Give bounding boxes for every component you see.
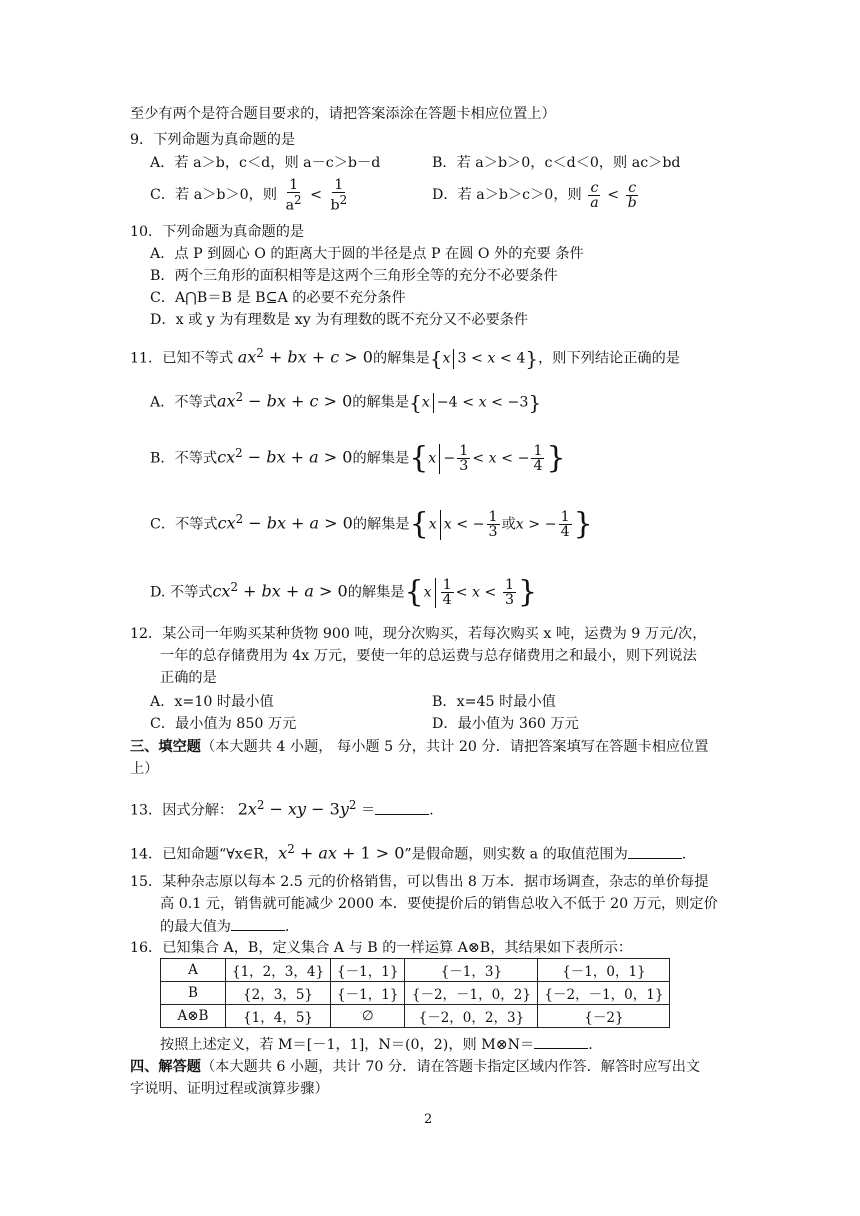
table-cell: B <box>161 982 226 1005</box>
q10-option-b: B．两个三角形的面积相等是这两个三角形全等的充分不必要条件 <box>150 268 558 284</box>
q10-stem: 10．下列命题为真命题的是 <box>130 224 305 240</box>
q9-option-d: D．若 a＞b＞c＞0，则 $\frac{c}{a}$ < $\frac{c}{b}$ <box>432 179 637 211</box>
q9-c-fraction-right: $\frac{1}{b^2}$ <box>330 176 348 214</box>
q15-answer-blank[interactable] <box>231 916 285 931</box>
q13: 13．因式分解： $2x^2$ − xy − $3y^2$ ＝ . <box>130 798 434 819</box>
q10-option-a: A．点 P 到圆心 O 的距离大于圆的半径是点 P 在圆 O 外的充要 条件 <box>150 246 584 262</box>
table-cell: {1，2，3，4} <box>226 959 331 982</box>
section4-desc-cont: 字说明、证明过程或演算步骤） <box>130 1081 329 1097</box>
q9-d-fraction-right: $\frac{c}{b}$ <box>627 179 637 211</box>
table-cell: {－1，1} <box>331 982 405 1005</box>
q11-option-a: A．不等式$ax^2$ − bx + c > 0的解集是{x −4 < x < −3} <box>150 390 542 415</box>
table-cell: ∅ <box>331 1005 405 1028</box>
page-number: 2 <box>424 1112 433 1127</box>
q15-line3: 的最大值为 ． <box>160 916 299 937</box>
section4-title: 四、解答题 <box>130 1059 201 1075</box>
q9-c-fraction-left: $\frac{1}{a^2}$ <box>285 176 302 214</box>
table-row <box>161 982 670 1005</box>
table-cell: {2，3，5} <box>226 982 331 1005</box>
q15-line1: 15．某种杂志原以每本 2.5 元的价格销售，可以售出 8 万本．据市场调查，杂志的单价每提 <box>130 874 709 890</box>
section3-heading <box>130 737 708 757</box>
section-header-continuation: 至少有两个是符合题目要求的，请把答案添涂在答题卡相应位置上） <box>130 106 556 122</box>
q16-stem: 16．已知集合 A，B，定义集合 A 与 B 的一样运算 A⊗B，其结果如下表所示： <box>130 940 633 956</box>
q14: 14．已知命题“∀x∈R，$x^2$ + ax + 1 > 0”是假命题，则实数 a 的取值范围为 . <box>130 842 687 863</box>
q9-d-fraction-left: $\frac{c}{a}$ <box>590 179 599 211</box>
table-cell: {－1，3} <box>405 959 538 982</box>
table-cell: A <box>161 959 226 982</box>
q16-question: 按照上述定义，若 M＝[－1，1]，N＝(0，2)，则 M⊗N＝ . <box>160 1034 593 1055</box>
table-cell: {－2，0，2，3} <box>405 1005 538 1028</box>
q12-option-d: D．最小值为 360 万元 <box>432 716 579 732</box>
table-cell: {－2，－1，0，1} <box>538 982 670 1005</box>
q14-answer-blank[interactable] <box>628 844 682 859</box>
q10-option-d: D．x 或 y 为有理数是 xy 为有理数的既不充分又不必要条件 <box>150 312 529 328</box>
q12-option-c: C．最小值为 850 万元 <box>150 716 297 732</box>
q12-line3: 正确的是 <box>160 670 217 686</box>
section3-title: 三、填空题 <box>130 739 201 755</box>
table-row <box>161 1005 670 1028</box>
section4-desc: （本大题共 6 小题，共计 70 分．请在答题卡指定区域内作答．解答时应写出文 <box>200 1059 701 1075</box>
q12-option-b: B．x=45 时最小值 <box>432 694 556 710</box>
table-cell: {1，4，5} <box>226 1005 331 1028</box>
q10-option-c: C．A⋂B＝B 是 B⊆A 的必要不充分条件 <box>150 290 406 306</box>
table-cell: A⊗B <box>161 1005 226 1028</box>
q11-option-d: D. 不等式$cx^2$ + bx + a > 0的解集是{x $\frac{1}{4}$ < x < $\frac{1}{3}$ } <box>150 574 538 610</box>
q12-line2: 一年的总存储费用为 4x 万元，要使一年的总运费与总存储费用之和最小，则下列说法 <box>160 648 697 664</box>
operation-table <box>160 958 670 1028</box>
q12-line1: 12．某公司一年购买某种货物 900 吨，现分次购买，若每次购买 x 吨，运费为 9 万元/次， <box>130 626 707 642</box>
q15-line2: 高 0.1 元，销售就可能减少 2000 本．要使提价后的销售总收入不低于 20 万元，则定价 <box>160 896 718 912</box>
q9-option-c: C．若 a＞b＞0，则 $\frac{1}{a^2}$ < $\frac{1}{b^2}$ <box>150 176 348 214</box>
table-cell: {－2} <box>538 1005 670 1028</box>
q9-stem: 9．下列命题为真命题的是 <box>130 132 296 148</box>
q11-stem: 11．已知不等式 $ax^2$ + bx + c > 0的解集是{x 3 < x < 4}，则下列结论正确的是 <box>130 346 680 371</box>
section3-desc: （本大题共 4 小题， 每小题 5 分，共计 20 分．请把答案填写在答题卡相应位置 <box>200 739 709 755</box>
q9-option-a: A．若 a＞b，c＜d，则 a－c＞b－d <box>150 155 381 171</box>
q9-option-b: B．若 a＞b＞0，c＜d＜0，则 ac＞bd <box>432 155 681 171</box>
section3-desc-cont: 上） <box>130 761 159 777</box>
table-cell: {－1，0，1} <box>538 959 670 982</box>
q11-option-b: B．不等式$cx^2$ − bx + a > 0的解集是{x − $\frac{1}{3}$ < x < − $\frac{1}{4}$ } <box>150 440 566 476</box>
q9-option-c-label: C．若 a＞b＞0，则 <box>150 187 278 203</box>
q16-answer-blank[interactable] <box>534 1034 588 1049</box>
q9-option-d-label: D．若 a＞b＞c＞0，则 <box>432 187 582 203</box>
table-row <box>161 959 670 982</box>
table-cell: {－2，－1，0，2} <box>405 982 538 1005</box>
section4-heading <box>130 1057 700 1077</box>
q12-option-a: A．x=10 时最小值 <box>150 694 274 710</box>
table-cell: {－1，1} <box>331 959 405 982</box>
q13-answer-blank[interactable] <box>375 800 429 815</box>
q11-option-c: C．不等式$cx^2$ − bx + a > 0的解集是{x x < − $\frac{1}{3}$ 或x > − $\frac{1}{4}$ } <box>150 506 593 542</box>
